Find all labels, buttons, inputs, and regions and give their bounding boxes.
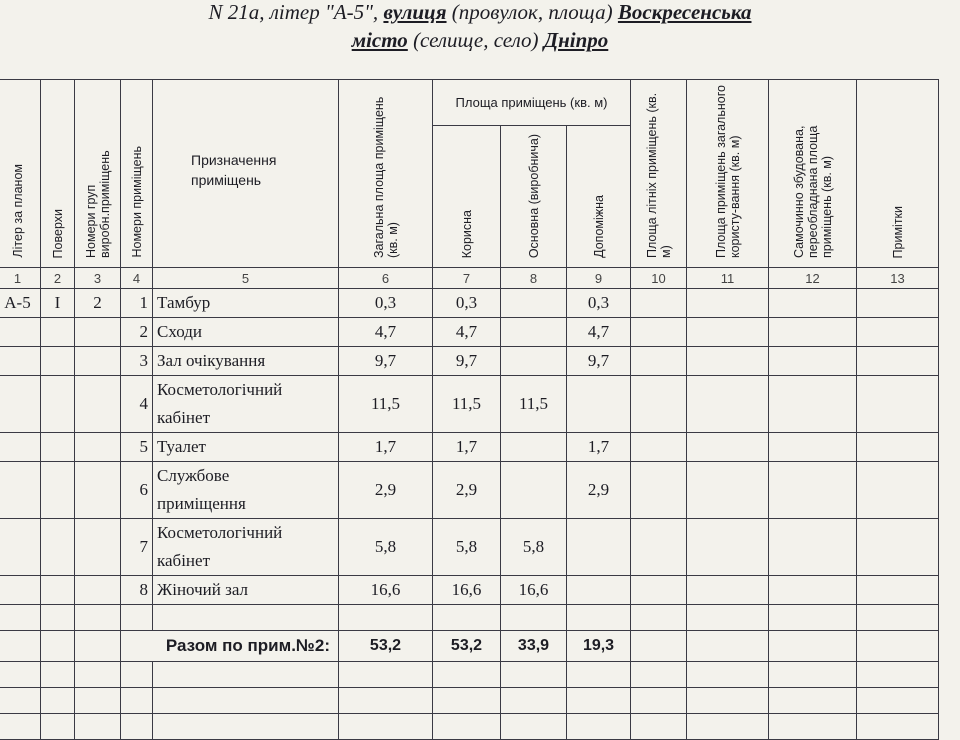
- header-liter: Літер за планом: [0, 80, 41, 268]
- header-main-area: Основна (виробнича): [501, 126, 567, 268]
- cell-room-number: 2: [121, 318, 153, 347]
- column-numbers-row: [0, 268, 939, 289]
- table-row: [0, 576, 939, 605]
- rooms-explication-table: [0, 79, 939, 740]
- cell-aux-area: 1,7: [567, 433, 631, 462]
- column-number: 12: [769, 268, 857, 289]
- cell-aux-area: [567, 519, 631, 576]
- cell-useful-area: 9,7: [433, 347, 501, 376]
- cell-aux-area: 4,7: [567, 318, 631, 347]
- cell-total-area: 2,9: [339, 462, 433, 519]
- cell-useful-area: 11,5: [433, 376, 501, 433]
- cell-useful-area: 16,6: [433, 576, 501, 605]
- cell-aux-area: 9,7: [567, 347, 631, 376]
- table-row: [0, 347, 939, 376]
- cell-room-name: Тамбур: [153, 289, 339, 318]
- cell-room-number: 1: [121, 289, 153, 318]
- header-notes: Примітки: [857, 80, 939, 268]
- total-label: Разом по прим.№2:: [121, 631, 339, 662]
- cell-main-area: 5,8: [501, 519, 567, 576]
- cell-room-number: 4: [121, 376, 153, 433]
- cell-total-area: 4,7: [339, 318, 433, 347]
- column-number: 3: [75, 268, 121, 289]
- document-header-address: [0, 0, 960, 25]
- header-unauthorized-area: Самочинно збудована, переобладнана площа приміщень (кв. м): [769, 80, 857, 268]
- cell-main-area: [501, 289, 567, 318]
- cell-floor: І: [41, 289, 75, 318]
- city-note: (селище, село): [413, 28, 539, 52]
- city-name: Дніпро: [543, 28, 609, 52]
- column-number: 11: [687, 268, 769, 289]
- cell-room-name: Косметологічний кабінет: [153, 376, 339, 433]
- cell-aux-area: [567, 376, 631, 433]
- table-row: [0, 433, 939, 462]
- cell-main-area: [501, 462, 567, 519]
- cell-aux-area: [567, 576, 631, 605]
- cell-total-area: 9,7: [339, 347, 433, 376]
- document-header-city: [0, 28, 960, 53]
- cell-liter: А-5: [0, 289, 41, 318]
- street-label: вулиця: [383, 0, 447, 24]
- header-summer-area: Площа літніх приміщень (кв. м): [631, 80, 687, 268]
- cell-useful-area: 1,7: [433, 433, 501, 462]
- column-number: 6: [339, 268, 433, 289]
- header-group-numbers: Номери груп виробн.приміщень: [75, 80, 121, 268]
- cell-room-number: 3: [121, 347, 153, 376]
- street-name: Воскресенська: [617, 0, 752, 24]
- table-row: [0, 289, 939, 318]
- building-number: N 21а, літер "А-5",: [208, 0, 379, 24]
- cell-room-number: 5: [121, 433, 153, 462]
- column-number: 7: [433, 268, 501, 289]
- cell-main-area: 11,5: [501, 376, 567, 433]
- column-number: 9: [567, 268, 631, 289]
- header-area-group: Площа приміщень (кв. м): [433, 80, 631, 126]
- column-number: 10: [631, 268, 687, 289]
- aux-area-sum: 19,3: [567, 631, 631, 662]
- table-row: [0, 376, 939, 433]
- cell-total-area: 1,7: [339, 433, 433, 462]
- table-row-empty: [0, 688, 939, 714]
- cell-main-area: [501, 347, 567, 376]
- cell-room-name: Зал очікування: [153, 347, 339, 376]
- cell-useful-area: 0,3: [433, 289, 501, 318]
- table-total-row: [0, 631, 939, 662]
- cell-total-area: 5,8: [339, 519, 433, 576]
- column-number: 2: [41, 268, 75, 289]
- cell-room-number: 6: [121, 462, 153, 519]
- cell-room-name: Жіночий зал: [153, 576, 339, 605]
- cell-aux-area: 2,9: [567, 462, 631, 519]
- header-useful-area: Корисна: [433, 126, 501, 268]
- cell-room-number: 8: [121, 576, 153, 605]
- header-row: [0, 80, 939, 126]
- table-row: [0, 462, 939, 519]
- header-room-numbers: Номери приміщень: [121, 80, 153, 268]
- cell-main-area: [501, 318, 567, 347]
- cell-main-area: [501, 433, 567, 462]
- cell-aux-area: 0,3: [567, 289, 631, 318]
- cell-main-area: 16,6: [501, 576, 567, 605]
- cell-useful-area: 5,8: [433, 519, 501, 576]
- cell-group: 2: [75, 289, 121, 318]
- cell-total-area: 16,6: [339, 576, 433, 605]
- table-row-empty: [0, 662, 939, 688]
- cell-room-name: Косметологічний кабінет: [153, 519, 339, 576]
- table-row-empty: [0, 714, 939, 740]
- column-number: 8: [501, 268, 567, 289]
- useful-area-sum: 53,2: [433, 631, 501, 662]
- header-aux-area: Допоміжна: [567, 126, 631, 268]
- cell-room-number: 7: [121, 519, 153, 576]
- header-floors: Поверхи: [41, 80, 75, 268]
- header-common-area: Площа приміщень загального користу-вання (кв. м): [687, 80, 769, 268]
- table-row: [0, 519, 939, 576]
- city-label: місто: [351, 28, 408, 52]
- header-room-purpose: Призначення приміщень: [153, 80, 339, 268]
- cell-total-area: 0,3: [339, 289, 433, 318]
- column-number: 1: [0, 268, 41, 289]
- main-area-sum: 33,9: [501, 631, 567, 662]
- table-row: [0, 318, 939, 347]
- cell-room-name: Сходи: [153, 318, 339, 347]
- header-total-area: Загальна площа приміщень (кв. м): [339, 80, 433, 268]
- total-area-sum: 53,2: [339, 631, 433, 662]
- cell-room-name: Туалет: [153, 433, 339, 462]
- street-note: (провулок, площа): [451, 0, 613, 24]
- table-row-empty: [0, 605, 939, 631]
- column-number: 13: [857, 268, 939, 289]
- cell-total-area: 11,5: [339, 376, 433, 433]
- cell-useful-area: 4,7: [433, 318, 501, 347]
- cell-room-name: Службове приміщення: [153, 462, 339, 519]
- column-number: 5: [153, 268, 339, 289]
- cell-useful-area: 2,9: [433, 462, 501, 519]
- column-number: 4: [121, 268, 153, 289]
